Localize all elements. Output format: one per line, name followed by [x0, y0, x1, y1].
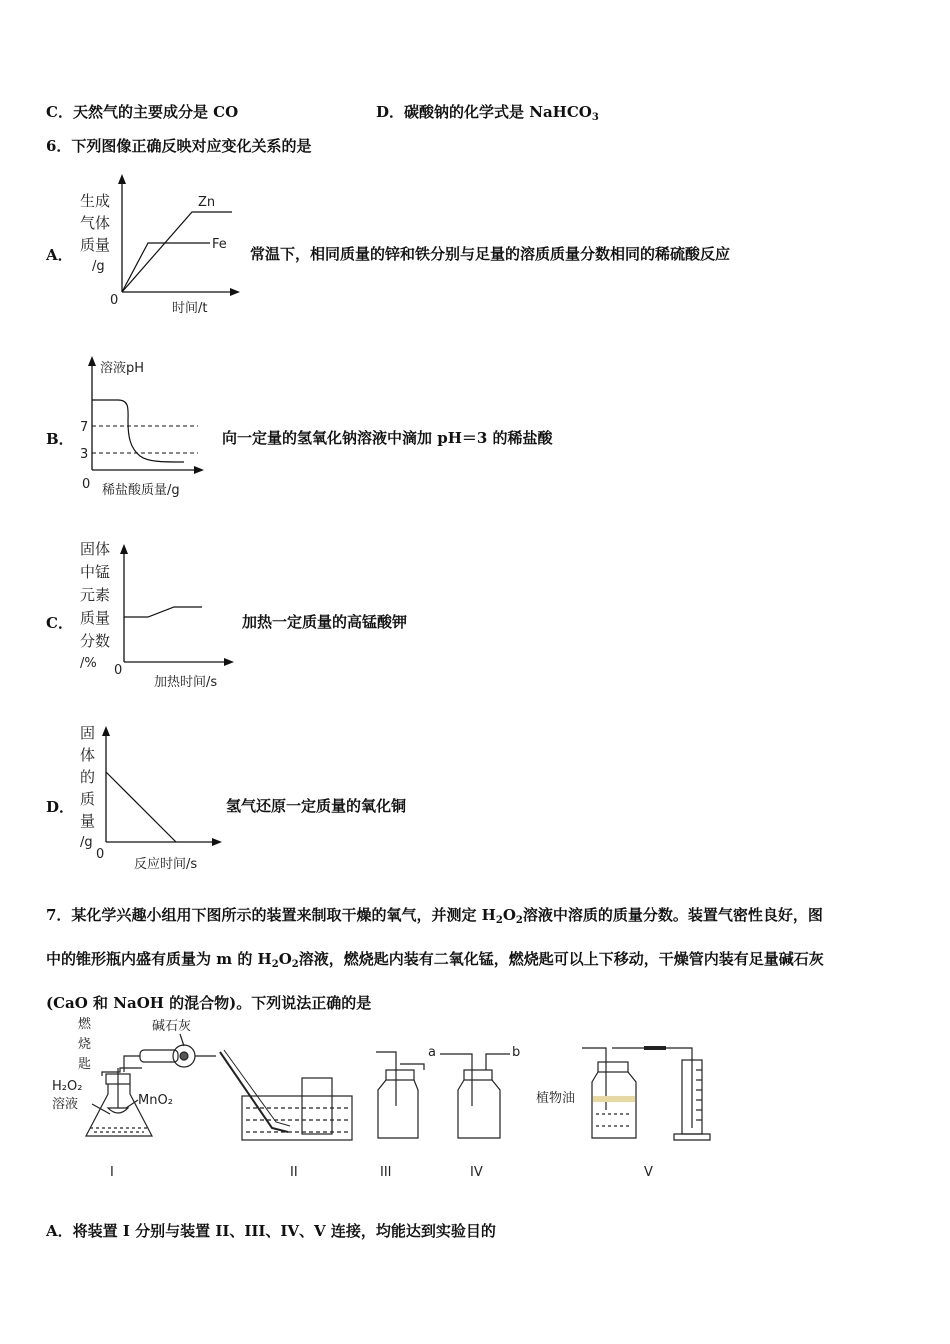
apparatus-outlet-tube	[124, 1056, 140, 1072]
apparatus-i	[52, 1017, 216, 1136]
graph-c-yaxis-arrow	[120, 544, 128, 554]
apparatus-iv-label-b: b	[512, 1045, 521, 1060]
graph-a-ylabel-2: 气体	[80, 214, 111, 232]
apparatus-iii-short-tube	[400, 1064, 424, 1070]
graph-a-ylabel-1: 生成	[80, 192, 111, 210]
apparatus-iii	[376, 1052, 424, 1138]
graph-b-tick-7: 7	[80, 420, 89, 435]
q6-option-a-text: 常温下，相同质量的锌和铁分别与足量的溶质质量分数相同的稀硫酸反应	[250, 245, 731, 263]
apparatus-v	[536, 1048, 710, 1140]
graph-c-ylabel-6: /%	[80, 656, 97, 671]
graph-a-origin: 0	[110, 293, 119, 308]
apparatus-h2o2-label: H₂O₂	[52, 1079, 83, 1094]
graph-b-tick-3: 3	[80, 447, 89, 462]
graph-d-ylabel-6: /g	[80, 835, 93, 850]
apparatus-iv-bottle	[458, 1080, 500, 1138]
apparatus-spoon-rod	[102, 1068, 142, 1076]
graph-c-ylabel-1: 固体	[80, 540, 111, 558]
graph-c-origin: 0	[114, 663, 123, 678]
apparatus-iv-label-a: a	[428, 1045, 436, 1060]
apparatus-mno2-label: MnO₂	[138, 1093, 173, 1108]
graph-a-line-fe	[122, 243, 210, 292]
apparatus-v-oil	[593, 1096, 635, 1102]
graph-b-xaxis-arrow	[194, 466, 204, 474]
graph-d-yaxis-arrow	[102, 726, 110, 736]
q6-graph-d	[74, 718, 234, 878]
graph-d-line	[106, 772, 176, 842]
graph-d-ylabel-5: 量	[80, 812, 96, 830]
q6-graph-a	[70, 172, 260, 322]
apparatus-oil-label: 植物油	[536, 1091, 576, 1106]
graph-d-origin: 0	[96, 847, 105, 862]
q7-apparatus-figure	[40, 1010, 730, 1185]
apparatus-spoon-label-3: 匙	[78, 1057, 92, 1072]
apparatus-soda-lime-label: 碱石灰	[152, 1019, 192, 1034]
apparatus-flask	[86, 1084, 152, 1136]
apparatus-numeral-iv: IV	[470, 1165, 483, 1180]
apparatus-drying-tube	[140, 1050, 178, 1062]
apparatus-iii-bottle	[378, 1080, 418, 1138]
q7-stem: 7．某化学兴趣小组用下图所示的装置来制取干燥的氧气，并测定 $H_2O_2$溶液中溶质的质量分数。装置气密性良好，图 中的锥形瓶内盛有质量为 m 的 $H_2O_2$溶液，燃烧匙内装有二氧化锰，燃烧匙可以上下移动，干燥管内装有足量碱石灰 (CaO 和 NaOH 的混合物)。下列说法正确的是	[46, 906, 824, 1012]
q6-option-b-letter: B．	[46, 430, 74, 448]
q6-option-d-text: 氢气还原一定质量的氧化铜	[226, 797, 407, 815]
graph-a-yaxis-arrow	[118, 174, 126, 184]
graph-c-ylabel-3: 元素	[80, 586, 111, 604]
q6-option-d-letter: D．	[46, 798, 75, 816]
apparatus-spoon-cup	[108, 1108, 128, 1113]
apparatus-ii	[220, 1050, 352, 1140]
apparatus-spoon-label-2: 烧	[78, 1037, 92, 1052]
q6-graph-b	[74, 352, 224, 502]
graph-b-origin: 0	[82, 477, 91, 492]
apparatus-iv-tube-b	[486, 1054, 510, 1070]
graph-a-fe-label: Fe	[212, 237, 227, 252]
apparatus-numeral-v: V	[644, 1165, 653, 1180]
q6-graph-c	[74, 536, 244, 694]
graph-a-xlabel: 时间/t	[172, 301, 208, 316]
option-c-prev: C．天然气的主要成分是 CO	[46, 103, 239, 121]
apparatus-spoon-label-1: 燃	[78, 1017, 92, 1032]
graph-b-yaxis-arrow	[88, 356, 96, 366]
apparatus-h2o2-pointer	[92, 1104, 110, 1114]
graph-a-zn-label: Zn	[198, 195, 216, 210]
q6-option-a-letter: A．	[46, 246, 73, 264]
graph-a-xaxis-arrow	[230, 288, 240, 296]
graph-c-line	[124, 607, 202, 617]
apparatus-v-bottle	[592, 1072, 636, 1138]
graph-d-ylabel-3: 的	[80, 768, 96, 786]
apparatus-numeral-i: I	[110, 1165, 114, 1180]
apparatus-ii-collector	[302, 1078, 332, 1134]
graph-c-xlabel: 加热时间/s	[154, 675, 218, 690]
graph-d-ylabel-4: 质	[80, 790, 96, 808]
apparatus-iv	[428, 1045, 520, 1138]
graph-c-ylabel-2: 中锰	[80, 563, 111, 581]
graph-d-xaxis-arrow	[212, 838, 222, 846]
option-d-prev: D．碳酸钠的化学式是 NaHCO$_3$	[376, 103, 599, 123]
graph-a-line-zn	[122, 212, 232, 292]
graph-c-ylabel-5: 分数	[80, 632, 111, 650]
q6-stem: 6．下列图像正确反映对应变化关系的是	[46, 137, 312, 155]
q6-option-c-text: 加热一定质量的高锰酸钾	[242, 613, 408, 631]
apparatus-numeral-iii: III	[380, 1165, 392, 1180]
graph-c-ylabel-4: 质量	[80, 609, 111, 627]
graph-c-xaxis-arrow	[224, 658, 234, 666]
q6-option-c-letter: C．	[46, 614, 73, 632]
apparatus-numeral-ii: II	[290, 1165, 298, 1180]
graph-a-ylabel-3: 质量	[80, 236, 111, 254]
apparatus-ii-trough	[242, 1096, 352, 1140]
graph-b-xlabel: 稀盐酸质量/g	[102, 483, 180, 498]
q6-option-b-text: 向一定量的氢氧化钠溶液中滴加 pH＝3 的稀盐酸	[222, 429, 553, 447]
graph-d-ylabel-2: 体	[80, 746, 96, 764]
graph-b-ylabel: 溶液pH	[100, 361, 145, 376]
graph-d-xlabel: 反应时间/s	[134, 857, 198, 872]
q7-option-a: A．将装置 I 分别与装置 II、III、IV、V 连接，均能达到实验目的	[46, 1222, 496, 1240]
graph-d-ylabel-1: 固	[80, 724, 96, 742]
graph-a-ylabel-4: /g	[92, 259, 105, 274]
apparatus-solution-label: 溶液	[52, 1097, 79, 1112]
